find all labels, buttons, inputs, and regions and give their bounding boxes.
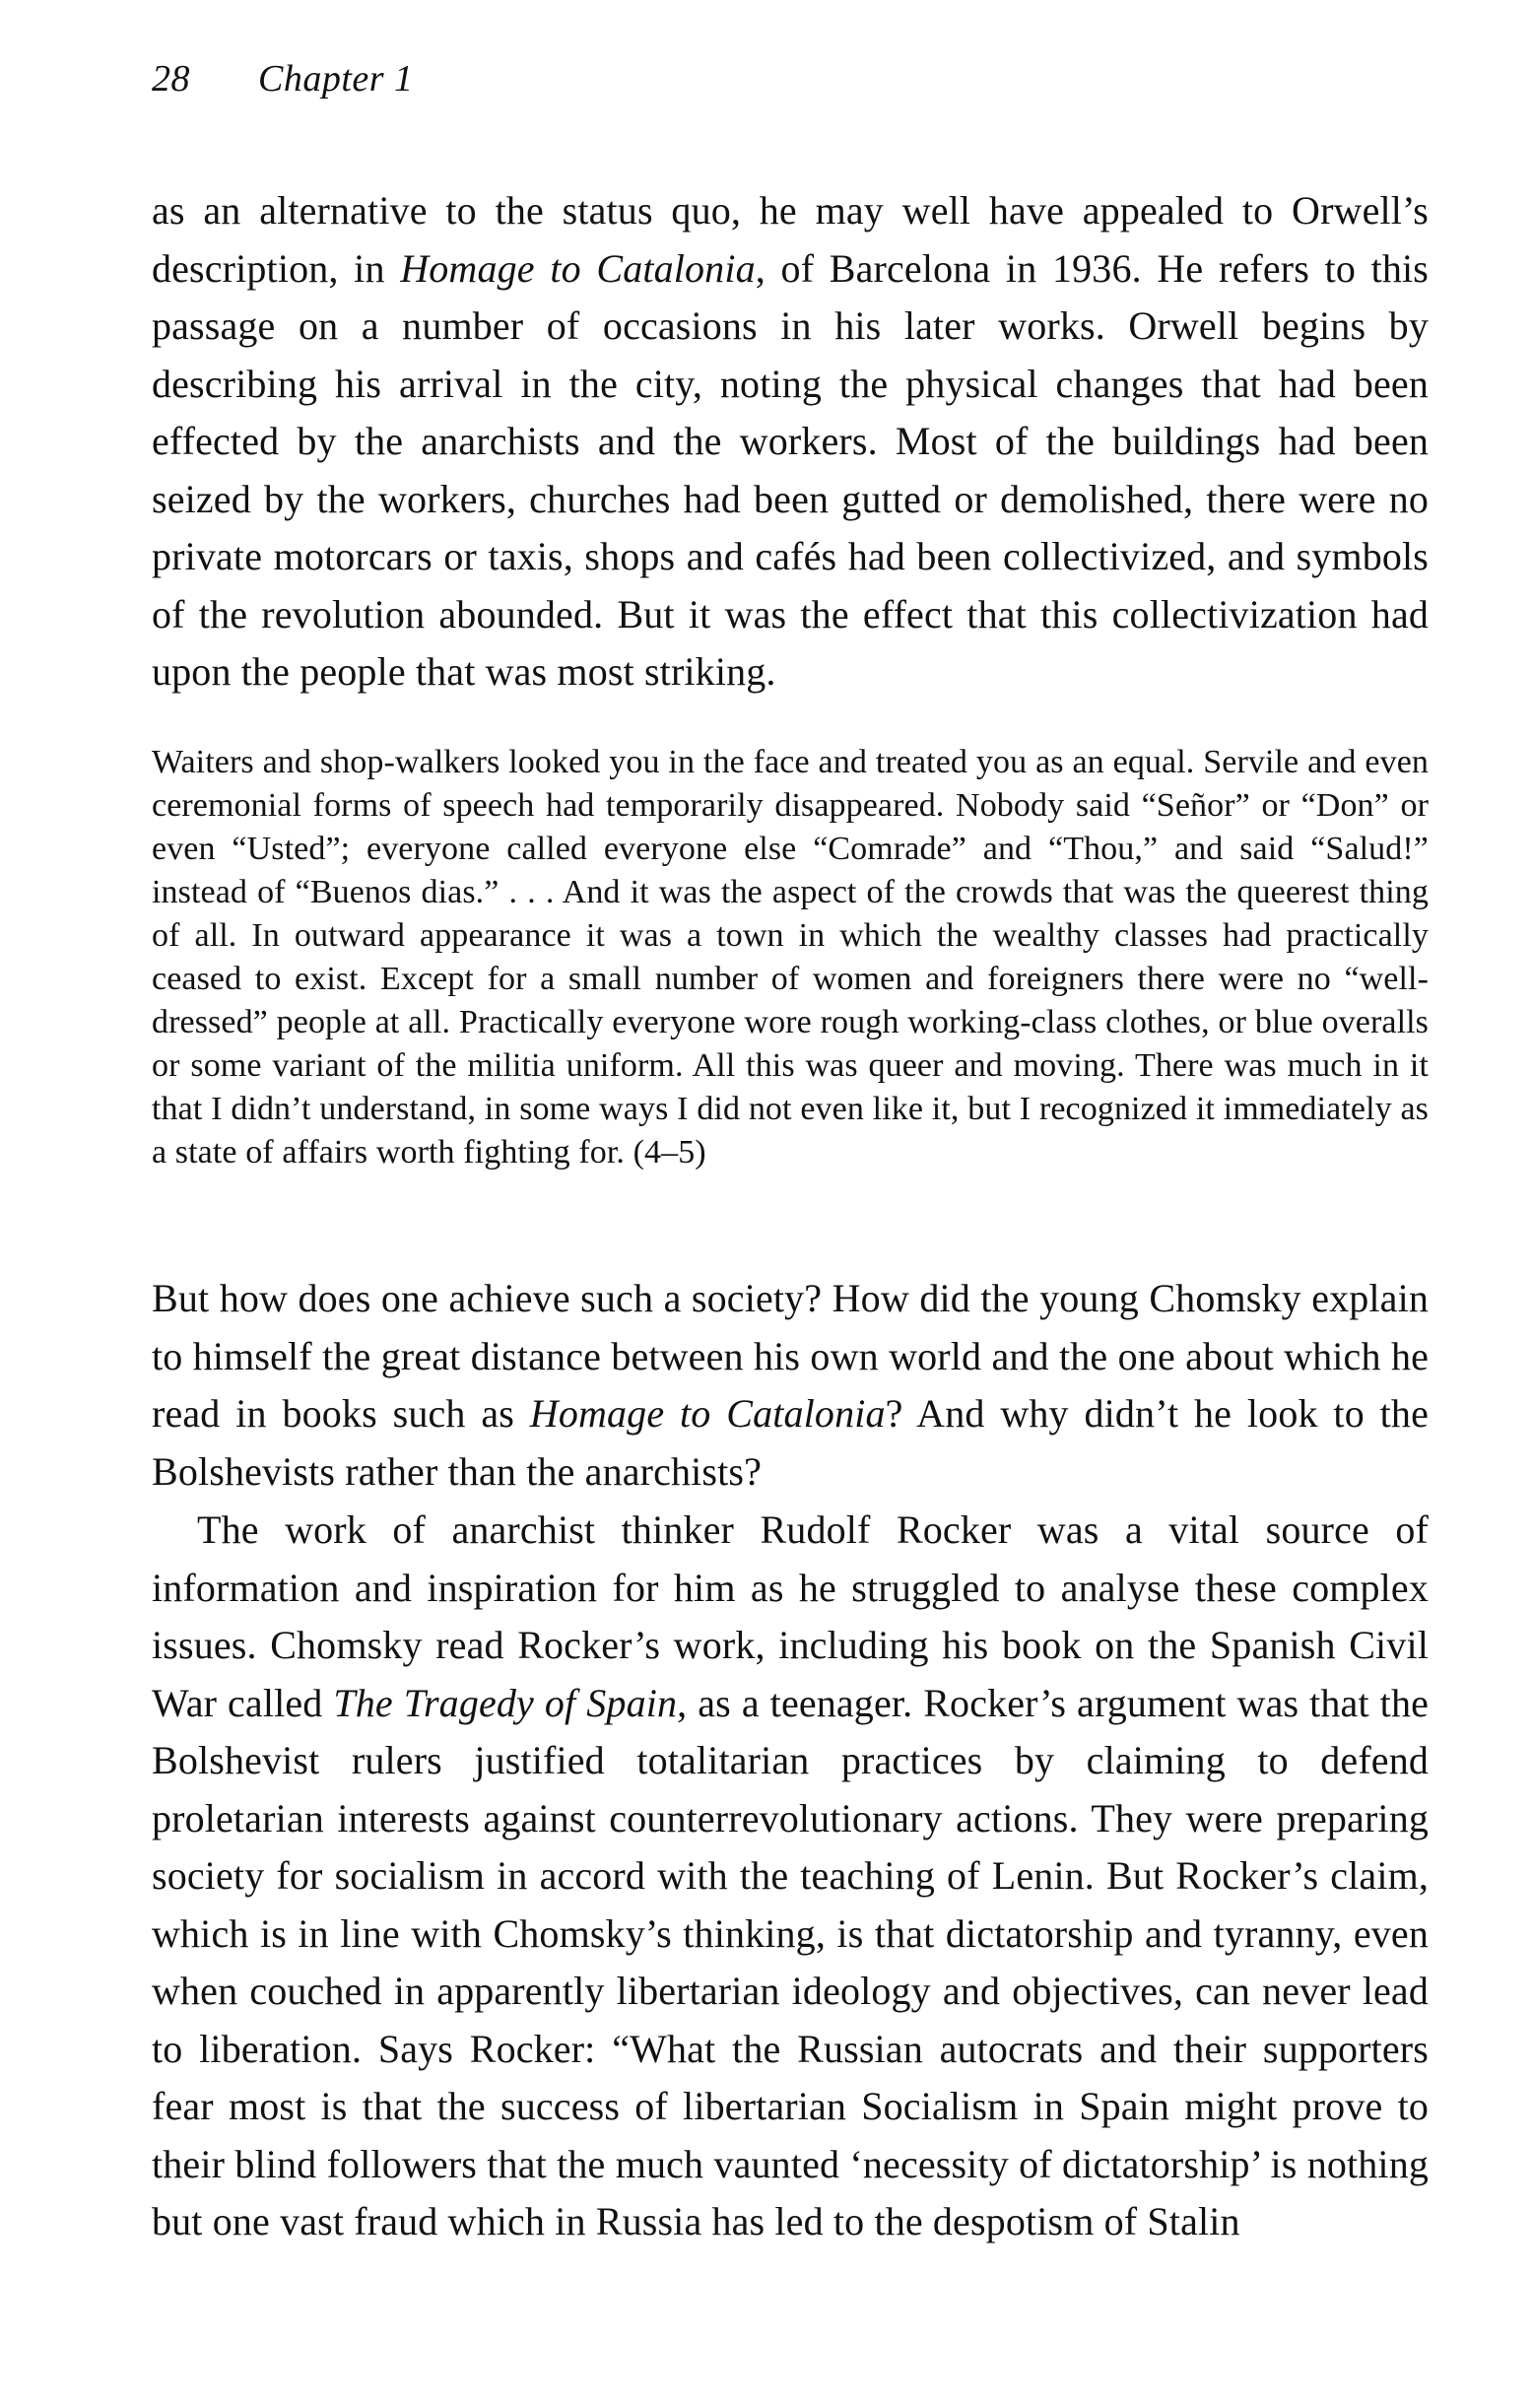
body-paragraph [152,1270,1429,1501]
chapter-title: Chapter 1 [258,58,414,100]
body-paragraph [152,1502,1429,2251]
body-paragraph [152,182,1429,702]
text-run: ? And why didn’t he look to the Bolshevists rather than the anarchists? [152,1391,1429,1494]
book-title: Homage to Catalonia [529,1391,886,1436]
block-quotation [152,741,1429,1174]
book-title: Homage to Catalonia [400,245,756,291]
text-run: But how does one achieve such a society? How did the young Chomsky explain to himself the great distance between his own world and the one about which he read in books such as [152,1276,1429,1436]
page-number: 28 [152,58,190,100]
text-run: The work of anarchist thinker Rudolf Rocker was a vital source of information and inspiration for him as he struggled to analyse these complex issues. Chomsky read Rocker’s work, including his book on the Spanish Civil War called [152,1507,1429,1725]
quotation-text: Waiters and shop-walkers looked you in the face and treated you as an equal. Servile and even ceremonial forms of speech had temporarily disappeared. Nobody said “Señor” or “Don” or even “Usted”; everyone called everyone else “Comrade” and “Thou,” and said “Salud!” instead of “Buenos dias.” . . . And it was the aspect of the crowds that was the queerest thing of all. In outward appearance it was a town in which the wealthy classes had practically ceased to exist. Except for a small number of women and foreigners there were no “well-dressed” people at all. Practically everyone wore rough working-class clothes, or blue overalls or some variant of the militia uniform. All this was queer and moving. There was much in it that I didn’t understand, in some ways I did not even like it, but I recognized it immediately as a state of affairs worth fighting for. (4–5) [152,744,1429,1171]
paragraph-opening [152,182,1429,702]
text-run: as an alternative to the status quo, he may well have appealed to Orwell’s description, in [152,188,1429,291]
text-run: , of Barcelona in 1936. He refers to this passage on a number of occasions in his later works. Orwell begins by describing his arrival in the city, noting the physical changes that had been effected by the anarchists and the workers. Most of the buildings had been seized by the workers, churches had been gutted or demolished, there were no private motorcars or taxis, shops and cafés had been collectivized, and symbols of the revolution abounded. But it was the effect that this collectivization had upon the people that was most striking. [152,245,1430,694]
running-head [152,57,414,100]
book-title: The Tragedy of Spain [333,1680,678,1725]
text-run: , as a teenager. Rocker’s argument was that the Bolshevist rulers justified totalitarian practices by claiming to defend proletarian interests against counterrevolutionary actions. They were preparing society for socialism in accord with the teaching of Lenin. But Rocker’s claim, which is in line with Chomsky’s thinking, is that dictatorship and tyranny, even when couched in apparently libertarian ideology and objectives, can never lead to liberation. Says Rocker: “What the Russian autocrats and their supporters fear most is that the success of libertarian Socialism in Spain might prove to their blind followers that the much vaunted ‘necessity of dictatorship’ is nothing but one vast fraud which in Russia has led to the despotism of Stalin [152,1680,1429,2243]
paragraph-rocker [152,1502,1429,2251]
paragraph-question [152,1270,1429,1501]
